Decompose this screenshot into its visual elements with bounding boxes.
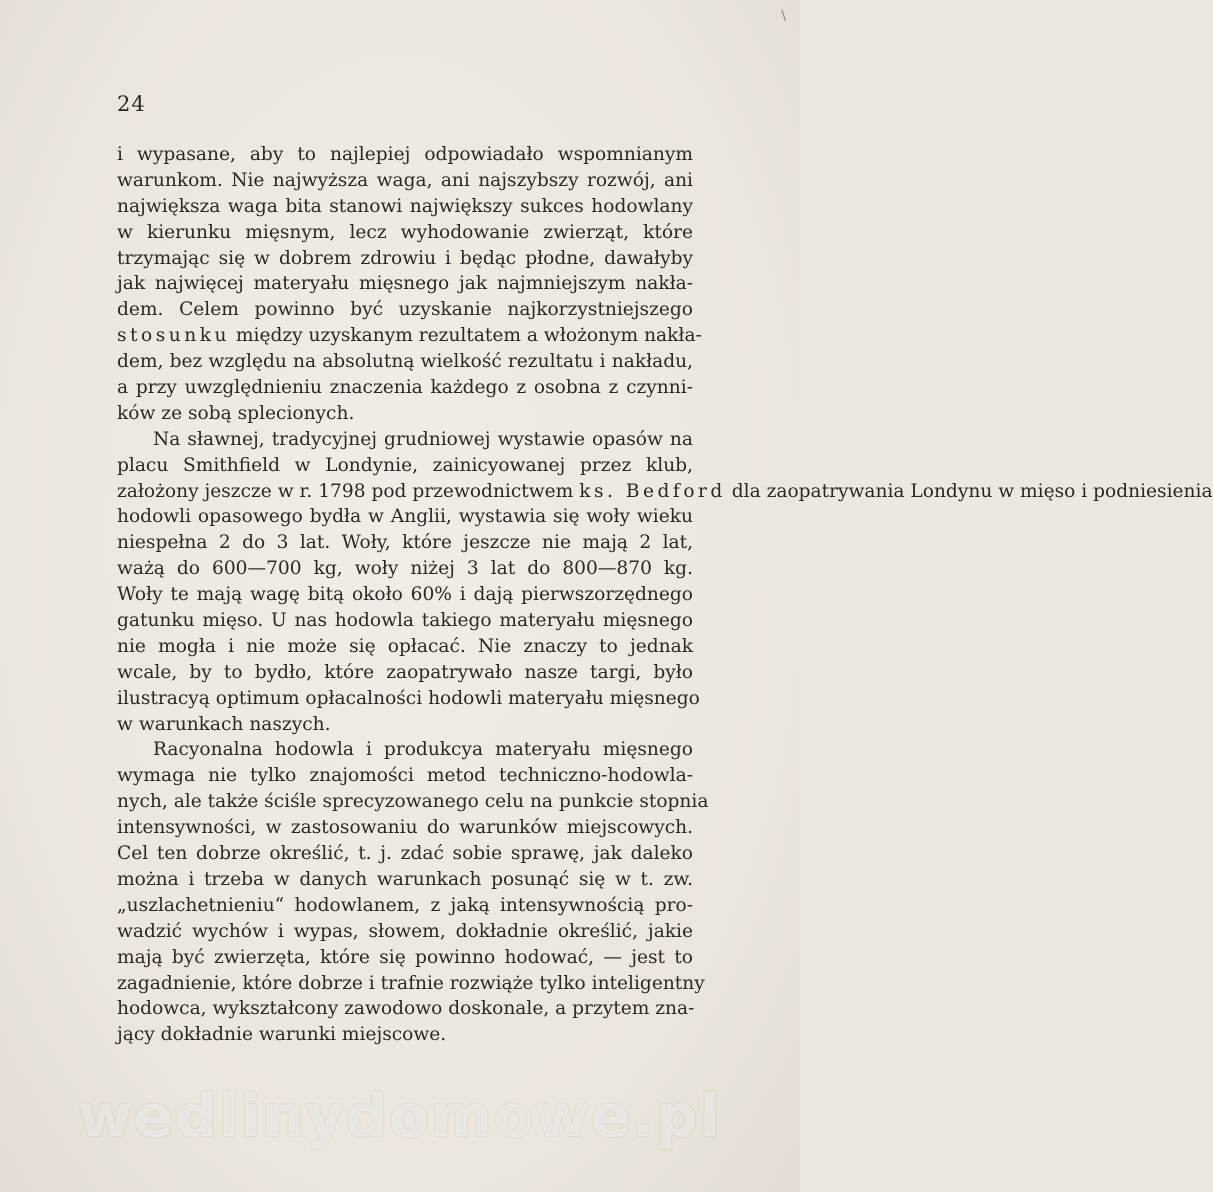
text-line: intensywności, w zastosowaniu do warunków miejscowych. bbox=[117, 817, 693, 839]
text-line: wymaga nie tylko znajomości metod techniczno-hodowla- bbox=[117, 765, 693, 787]
text-fragment: Woły te mają wagę bitą około 60% bbox=[117, 584, 452, 606]
paragraph-2 bbox=[117, 427, 1213, 738]
text-line: dem. Celem powinno być uzyskanie najkorzystniejszego bbox=[117, 299, 693, 321]
text-line: trzymając się w dobrem zdrowiu i będąc płodne, dawałyby bbox=[117, 247, 693, 269]
spaced-word: stosunku bbox=[117, 325, 230, 347]
text-line: można i trzeba w danych warunkach posunąć się w t. zw. bbox=[117, 868, 693, 890]
text-line: hodowca, wykształcony zawodowo doskonale, a przytem zna- bbox=[117, 998, 695, 1020]
text-line: zagadnienie, które dobrze i trafnie rozwiąże tylko inteligentny bbox=[117, 972, 705, 994]
text-line: ków ze sobą splecionych. bbox=[117, 402, 355, 424]
spaced-word: ks. Bedford bbox=[579, 480, 726, 502]
page-number: 24 bbox=[117, 92, 146, 116]
text-fragment: między uzyskanym rezultatem a włożonym nakła- bbox=[229, 325, 702, 347]
text-line: hodowli opasowego bydła w Anglii, wystawia się woły wieku bbox=[117, 506, 693, 528]
text-line: ilustracyą optimum opłacalności hodowli materyału mięsnego bbox=[117, 687, 700, 709]
paragraph-3 bbox=[117, 737, 709, 1048]
text-line: warunkom. Nie najwyższa waga, ani najszybszy rozwój, ani bbox=[117, 169, 693, 191]
text-line: Cel ten dobrze określić, t. j. zdać sobie sprawę, jak daleko bbox=[117, 843, 693, 865]
text-line: jak najwięcej materyału mięsnego jak najmniejszym nakła- bbox=[117, 273, 693, 295]
text-line bbox=[117, 323, 702, 349]
text-line: placu Smithfield w Londynie, zainicyowanej przez klub, bbox=[117, 454, 693, 476]
text-line: wcale, by to bydło, które zaopatrywało nasze targi, było bbox=[117, 661, 693, 683]
page-body bbox=[117, 142, 1213, 1048]
paragraph-1 bbox=[117, 142, 702, 427]
text-line: ważą do 600—700 kg, woły niżej 3 lat do 800—870 kg. bbox=[117, 558, 693, 580]
text-line: Racyonalna hodowla i produkcya materyału mięsnego bbox=[153, 739, 693, 761]
text-line: a przy uwzględnieniu znaczenia każdego z osobna z czynni- bbox=[117, 377, 693, 399]
text-line: mają być zwierzęta, które się powinno hodować, — jest to bbox=[117, 946, 693, 968]
watermark: wedlinydomowe.pl bbox=[78, 1082, 722, 1150]
text-line: „uszlachetnieniu“ hodowlanem, z jaką intensywnością pro- bbox=[117, 894, 693, 916]
text-line: nych, ale także ściśle sprecyzowanego celu na punkcie stopnia bbox=[117, 791, 709, 813]
text-line bbox=[117, 582, 693, 608]
text-line: niespełna 2 do 3 lat. Woły, które jeszcze nie mają 2 lat, bbox=[117, 532, 693, 554]
text-line: największa waga bita stanowi największy sukces hodowlany bbox=[117, 195, 693, 217]
text-line: dem, bez względu na absolutną wielkość rezultatu i nakładu, bbox=[117, 351, 693, 373]
text-line: jący dokładnie warunki miejscowe. bbox=[117, 1024, 447, 1046]
text-line: Na sławnej, tradycyjnej grudniowej wystawie opasów na bbox=[153, 428, 693, 450]
text-fragment: założony jeszcze w r. 1798 pod przewodnictwem bbox=[117, 480, 574, 502]
text-line: i wypasane, aby to najlepiej odpowiadało wspomnianym bbox=[117, 144, 693, 165]
text-line: w warunkach naszych. bbox=[117, 713, 331, 735]
text-line: wadzić wychów i wypas, słowem, dokładnie określić, jakie bbox=[117, 920, 693, 942]
text-line: gatunku mięso. U nas hodowla takiego materyału mięsnego bbox=[117, 610, 693, 632]
text-line: nie mogła i nie może się opłacać. Nie znaczy to jednak bbox=[117, 635, 693, 657]
text-line bbox=[117, 479, 1213, 505]
corner-mark: \ bbox=[781, 8, 786, 24]
text-fragment: dla zaopatrywania Londynu w mięso i podniesienia bbox=[725, 480, 1213, 502]
text-fragment: i dają pierwszorzędnego bbox=[451, 584, 693, 606]
text-line: w kierunku mięsnym, lecz wyhodowanie zwierząt, które bbox=[117, 221, 693, 243]
